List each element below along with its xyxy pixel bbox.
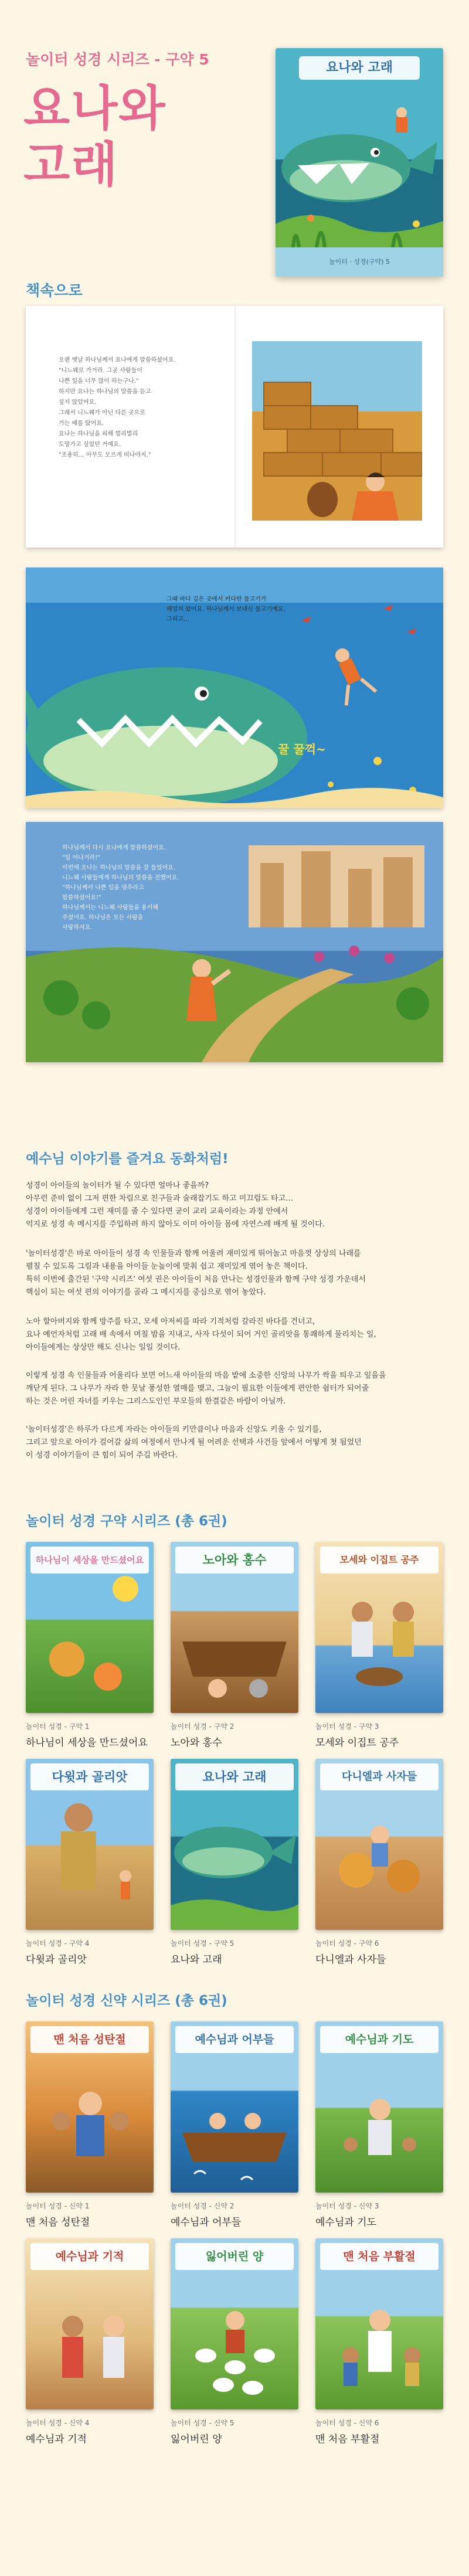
- main-title-line2: 고래: [23, 137, 119, 193]
- book-cover[interactable]: [171, 2021, 298, 2193]
- book-cover[interactable]: [315, 1759, 443, 1930]
- book-subtitle: 놀이터 성경 - 구약 2: [171, 1722, 235, 1731]
- main-title-line1: 요나와: [23, 81, 166, 137]
- book-subtitle: 놀이터 성경 - 신약 6: [315, 2419, 379, 2427]
- book-cover-title: 예수님과 기도: [320, 2026, 439, 2053]
- book-card[interactable]: [26, 1542, 154, 1749]
- book-name[interactable]: 맨 처음 부활절: [315, 2434, 380, 2445]
- intro-paragraph-4: 이렇게 성경 속 인물들과 어울리다 보면 어느새 아이들의 마음 밭에 소중한 신앙의 나무가 싹을 틔우고 잎을을 깨닫게 된다. 그 나무가 자라 한 뭇날 풍성한 열매를 맺고, 그늘이 필요한 이들에게 편안한 쉼터가 되어줄 하는 것은 어린 자녀를 키우는 그리스도인인 부모들의 한결같은 바람이 아닐까.: [26, 1371, 386, 1406]
- intro-paragraph-1: 성경이 아이들의 놀이터가 될 수 있다면 얼마나 좋을까? 아무런 준비 없이 그저 편한 차림으로 친구들과 술래잡기도 하고 미끄럼도 타고… 성경이 아이들에게 그런 재미를 줄 수 있다면 굳이 교리 교육이라는 과정 안에서 억지로 성경 속 메시지를 주입하려 하지 않아도 이미 아이들 몸에 자연스레 배게 될 것이다.: [26, 1181, 325, 1229]
- book-cover[interactable]: [26, 1759, 154, 1930]
- book-name[interactable]: 모세와 이집트 공주: [315, 1737, 399, 1749]
- cover-series-label: 놀이터 · 성경(구약) 5: [329, 258, 390, 266]
- book-name[interactable]: 잃어버린 양: [171, 2434, 222, 2445]
- cover-illustration: [276, 48, 443, 277]
- intro-paragraph-5: '놀이터성경'은 하루가 다르게 자라는 아이들의 키만큼이나 마음과 신앙도 키울 수 있기를, 그리고 앞으로 아이가 걸어갈 삶의 여정에서 만나게 될 어려운 선택과 사건들 앞에서 어떻게 첫 됨었던 이 성경 이야기들이 큰 힘이 되어 주길 바란다.: [26, 1425, 362, 1460]
- book-cover[interactable]: [171, 2238, 298, 2410]
- book-card[interactable]: [171, 1759, 298, 1966]
- book-card[interactable]: [315, 1542, 443, 1749]
- preview-spread-2: [26, 567, 443, 808]
- book-name[interactable]: 하나님이 세상을 만드셨어요: [26, 1737, 148, 1749]
- book-subtitle: 놀이터 성경 - 신약 3: [315, 2202, 379, 2210]
- book-cover-title: 하나님이 세상을 만드셨어요: [30, 1547, 149, 1574]
- book-cover-title: 맨 처음 성탄절: [30, 2026, 149, 2053]
- book-cover-title: 예수님과 어부들: [175, 2026, 294, 2053]
- book-subtitle: 놀이터 성경 - 구약 3: [315, 1722, 379, 1731]
- book-subtitle: 놀이터 성경 - 신약 5: [171, 2419, 235, 2427]
- book-subtitle: 놀이터 성경 - 신약 1: [26, 2202, 90, 2210]
- book-cover-image: [276, 48, 443, 277]
- book-card[interactable]: [171, 2021, 298, 2228]
- book-cover-title: 다니엘과 사자들: [320, 1763, 439, 1790]
- book-subtitle: 놀이터 성경 - 구약 4: [26, 1939, 90, 1948]
- book-cover-title: 모세와 이집트 공주: [320, 1547, 439, 1574]
- book-cover-title: 맨 처음 부활절: [320, 2243, 439, 2270]
- book-cover-title: 다윗과 골리앗: [30, 1763, 149, 1790]
- book-cover[interactable]: [26, 2238, 154, 2410]
- intro-paragraph-3: 노아 할아버지와 함께 방주를 타고, 모세 아저씨를 따라 기적처럼 갈라진 바다를 건너고, 요나 예언자처럼 고래 배 속에서 며칠 밤을 지내고, 사자 다섯이 되어 거인 골리앗을 통쾌하게 물리치는 일, 아이들에게는 상상만 해도 신나는 일일 것이다.: [26, 1317, 376, 1352]
- book-cover-title: 잃어버린 양: [175, 2243, 294, 2270]
- page-gutter: [235, 306, 236, 548]
- cover-title: 요나와 고래: [299, 56, 420, 80]
- book-name[interactable]: 예수님과 어부들: [171, 2217, 242, 2228]
- spread3-text: 하나님께서 다시 요나에게 말씀하셨어요. "일 어나거라!" 이번에 요나는 하나님의 말씀을 잘 들었어요. 니느웨 사람들에게 하나님의 말씀을 전했어요. "하나님께서 나쁜 일을 멈추라고 말씀하셨어요!" 하나님께서는 니느웨 사람들을 용서해 주셨어요. 하나님은 모든 사람을 사랑하셔요.: [62, 845, 179, 931]
- book-cover[interactable]: [171, 1542, 298, 1713]
- book-card[interactable]: [26, 2021, 154, 2228]
- book-cover-title: 노아와 홍수: [175, 1547, 294, 1574]
- book-subtitle: 놀이터 성경 - 신약 4: [26, 2419, 90, 2427]
- series-title: 놀이터 성경 시리즈 - 구약 5: [26, 51, 209, 68]
- intro-paragraph-2: '놀이터성경'은 바로 아이들이 성경 속 인물들과 함께 어울려 재미있게 뛰어놀고 마음껏 상상의 나래를 펼칠 수 있도록 그림과 내용을 아이들 눈높이에 맞춰 쉽고 재미있게 엮어 놓은 책이다. 특히 이번에 출간된 '구약 시리즈' 여섯 권은 아이들이 처음 만나는 성경인물과 함께 구약 성경 가운데서 핵심이 되는 여섯 편의 이야기를 골라 그 메시지를 중심으로 엮어 놓았다.: [26, 1249, 366, 1297]
- book-cover-title: 예수님과 기적: [30, 2243, 149, 2270]
- preview-spread-3: [26, 822, 443, 1062]
- book-cover[interactable]: [315, 1542, 443, 1713]
- book-cover[interactable]: [26, 1542, 154, 1713]
- book-card[interactable]: [26, 1759, 154, 1966]
- book-name[interactable]: 요나와 고래: [171, 1954, 222, 1966]
- book-card[interactable]: [171, 1542, 298, 1749]
- book-cover-title: 요나와 고래: [175, 1763, 294, 1790]
- main-title: [23, 81, 166, 193]
- book-name[interactable]: 노아와 홍수: [171, 1737, 222, 1749]
- book-name[interactable]: 다윗과 골리앗: [26, 1954, 87, 1966]
- book-name[interactable]: 예수님과 기도: [315, 2217, 376, 2228]
- book-subtitle: 놀이터 성경 - 구약 1: [26, 1722, 90, 1731]
- spread1-illustration: [252, 341, 422, 521]
- book-cover[interactable]: [315, 2238, 443, 2410]
- spread1-text: 오랜 옛날 하나님께서 요나에게 말씀하셨어요. "니느웨로 가거라. 그곳 사람들이 나쁜 일을 너무 많이 하는구나." 하지만 요나는 하나님의 말씀을 듣고 싶지 않았어요. 그래서 니느웨가 아닌 다른 곳으로 가는 배를 탔어요. 요나는 하나님을 피해 멀리멀리 도망가고 싶었던 거예요. "조용히… 아무도 모르게 떠나야지.": [59, 357, 176, 458]
- new-series-title: 놀이터 성경 신약 시리즈 (총 6권): [26, 1993, 227, 2009]
- intro-title: 예수님 이야기를 즐겨요 동화처럼!: [26, 1151, 229, 1167]
- book-name[interactable]: 맨 처음 성탄절: [26, 2217, 90, 2228]
- book-cover[interactable]: [315, 2021, 443, 2193]
- book-card[interactable]: [315, 1759, 443, 1966]
- book-name[interactable]: 예수님과 기적: [26, 2434, 87, 2445]
- book-subtitle: 놀이터 성경 - 신약 2: [171, 2202, 235, 2210]
- spread2-text: 그때 바다 깊은 곳에서 커다란 물고기가 헤엄쳐 왔어요. 하나님께서 보내신 물고기예요. 그리고…: [166, 596, 286, 623]
- book-card[interactable]: [315, 2238, 443, 2445]
- book-card[interactable]: [171, 2238, 298, 2445]
- book-card[interactable]: [315, 2021, 443, 2228]
- book-cover[interactable]: [26, 2021, 154, 2193]
- book-subtitle: 놀이터 성경 - 구약 5: [171, 1939, 235, 1948]
- book-cover[interactable]: [171, 1759, 298, 1930]
- book-subtitle: 놀이터 성경 - 구약 6: [315, 1939, 379, 1948]
- book-name[interactable]: 다니엘과 사자들: [315, 1954, 386, 1966]
- old-series-title: 놀이터 성경 구약 시리즈 (총 6권): [26, 1514, 227, 1529]
- book-card[interactable]: [26, 2238, 154, 2445]
- preview-label: 책속으로: [26, 282, 83, 299]
- preview-spread-1: [26, 306, 443, 548]
- spread2-sound-effect: 꿀 꿀꺽~: [278, 742, 326, 756]
